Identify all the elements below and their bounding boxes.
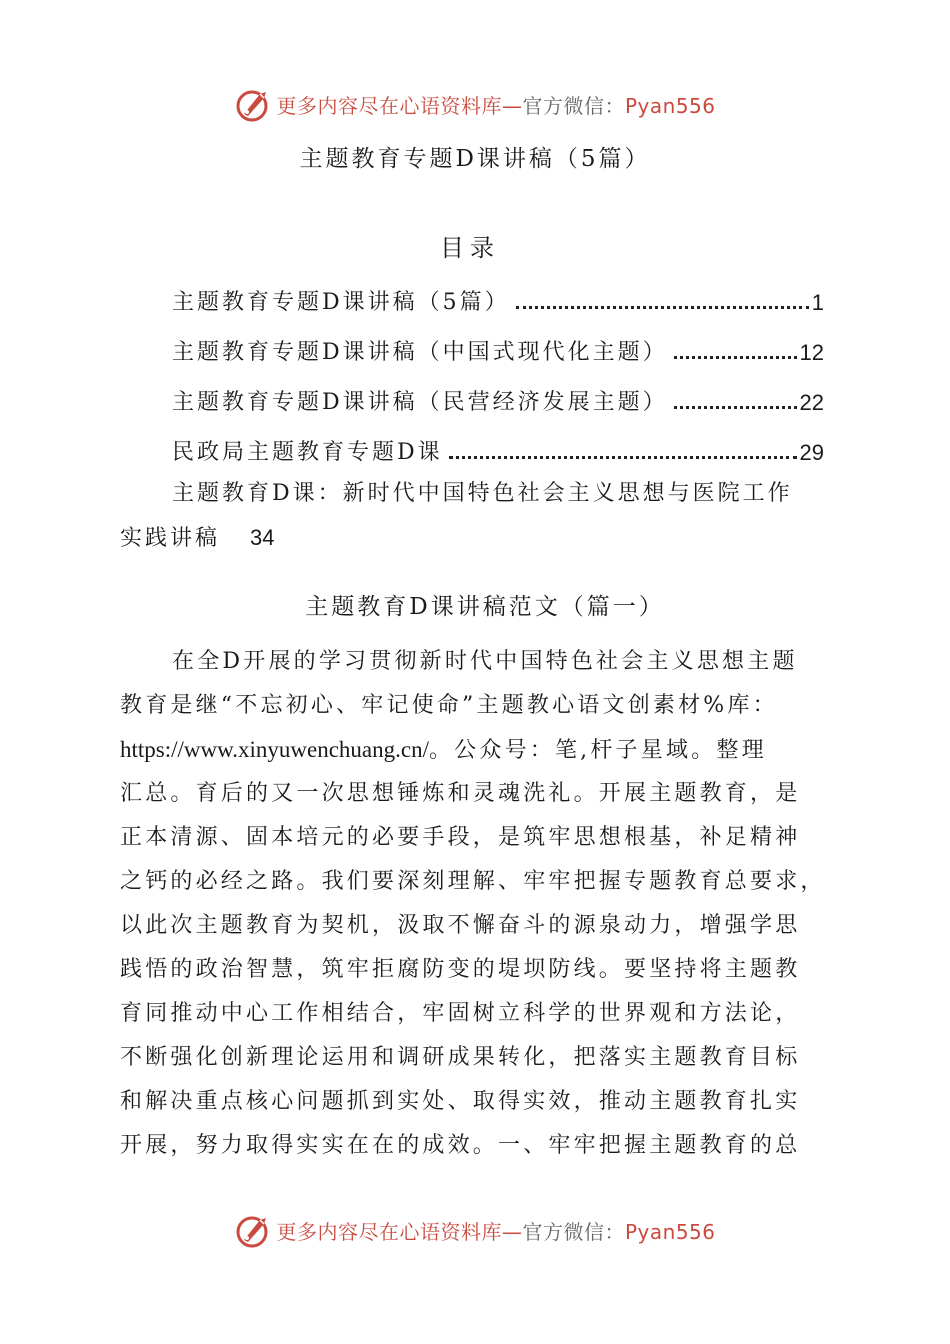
toc-entry-label: 主题教育专题D课讲稿（中国式现代化主题）	[172, 340, 668, 365]
header-banner	[0, 82, 950, 126]
banner-wechat-label: 官方微信：	[522, 93, 625, 118]
body-line: 和解决重点核心问题抓到实处、取得实效，推动主题教育扎实	[120, 1089, 801, 1114]
banner-site-name: 更多内容尽在心语资料库	[276, 1219, 502, 1244]
banner-wechat-id: Pyan556	[624, 1219, 716, 1244]
banner-text	[276, 1216, 715, 1245]
toc-entry[interactable]	[172, 434, 824, 466]
toc-entry-page: 29	[799, 440, 824, 465]
toc-long-page: 34	[250, 525, 275, 550]
toc-entry[interactable]	[172, 334, 824, 366]
banner-site-name: 更多内容尽在心语资料库	[276, 93, 502, 118]
body-line: 在全D开展的学习贯彻新时代中国特色社会主义思想主题	[172, 649, 798, 674]
document-title: 主题教育专题D课讲稿（5篇）	[299, 146, 651, 172]
pen-nib-logo-icon	[234, 84, 274, 124]
toc-long-label: 实践讲稿	[120, 526, 221, 551]
body-line: 汇总。育后的又一次思想锤炼和灵魂洗礼。开展主题教育，是	[120, 781, 801, 806]
body-line: 之钙的必经之路。我们要深刻理解、牢牢把握专题教育总要求，	[120, 869, 826, 894]
pen-nib-logo-icon	[234, 1210, 274, 1250]
toc-entry-label: 主题教育专题D课讲稿（5篇）	[172, 290, 510, 315]
body-paragraph	[120, 640, 832, 1168]
body-line: 正本清源、固本培元的必要手段，是筑牢思想根基，补足精神	[120, 825, 801, 850]
footer-banner	[0, 1208, 950, 1252]
toc-leader-dots	[449, 456, 797, 459]
source-url-link[interactable]: https://www.xinyuwenchuang.cn/	[120, 737, 429, 762]
body-line: 育同推动中心工作相结合，牢固树立科学的世界观和方法论，	[120, 1001, 801, 1026]
toc-leader-dots	[674, 356, 797, 359]
toc-entry-page: 22	[799, 390, 824, 415]
banner-wechat-id: Pyan556	[624, 93, 716, 118]
body-line: 教育是继“不忘初心、牢记使命”主题教心语文创素材%库：	[120, 693, 778, 718]
banner-separator: —	[501, 93, 523, 118]
toc-long-line1: 主题教育D课：新时代中国特色社会主义思想与医院工作	[172, 481, 793, 506]
body-line: 践悟的政治智慧，筑牢拒腐防变的堤坝防线。要坚持将主题教	[120, 957, 801, 982]
body-line-url	[120, 728, 832, 772]
banner-text	[276, 90, 715, 119]
body-line-tail: 。公众号：笔,杆子星域。整理	[428, 738, 767, 763]
toc-entry-label: 主题教育专题D课讲稿（民营经济发展主题）	[172, 390, 668, 415]
toc-long-line2	[120, 516, 830, 561]
body-line: 以此次主题教育为契机，汲取不懈奋斗的源泉动力，增强学思	[120, 913, 801, 938]
toc-entry[interactable]	[172, 384, 824, 416]
toc-leader-dots	[674, 406, 797, 409]
banner-separator: —	[501, 1219, 523, 1244]
toc-heading: 目录	[440, 234, 500, 262]
toc-entry-page: 12	[799, 340, 824, 365]
body-line: 开展，努力取得实实在在的成效。一、牢牢把握主题教育的总	[120, 1133, 801, 1158]
toc-entry-long[interactable]	[120, 472, 830, 561]
toc-entry[interactable]	[172, 284, 824, 316]
section-title: 主题教育D课讲稿范文（篇一）	[305, 594, 665, 620]
toc-leader-dots	[516, 306, 809, 309]
body-line: 不断强化创新理论运用和调研成果转化，把落实主题教育目标	[120, 1045, 801, 1070]
toc-entry-label: 民政局主题教育专题D课	[172, 440, 443, 465]
toc-entry-page: 1	[811, 290, 824, 315]
banner-wechat-label: 官方微信：	[522, 1219, 625, 1244]
